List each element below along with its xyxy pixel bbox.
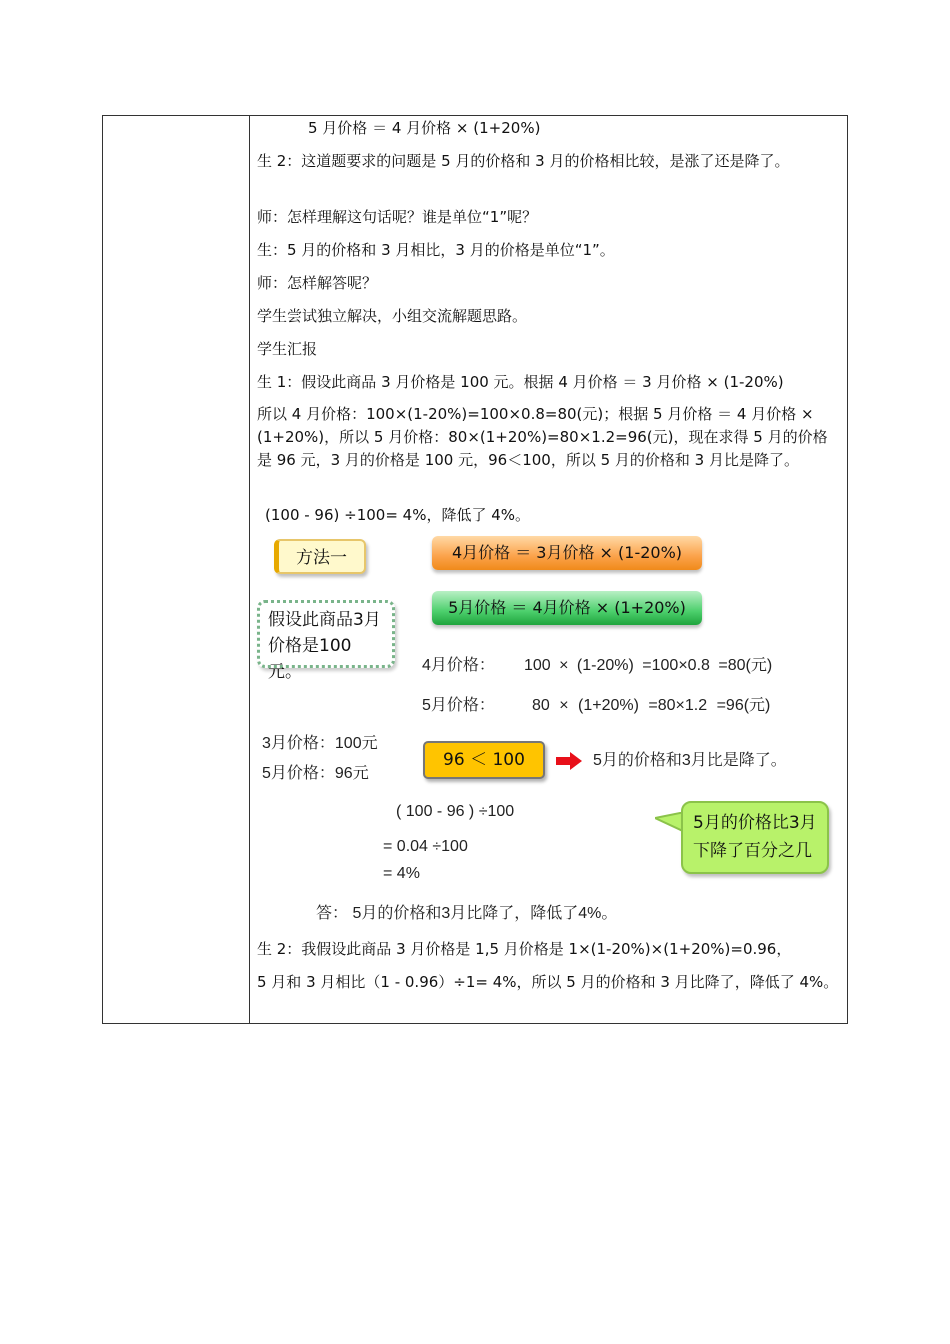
calc-may-expression: 80 × (1+20%) =80×1.2 =96(元) xyxy=(532,697,771,714)
paragraph-percent-result: (100 - 96) ÷100= 4%，降低了 4%。 xyxy=(265,506,531,524)
assumption-line-1: 假设此商品3月 xyxy=(268,610,381,630)
percent-step-2: = 0.04 ÷100 xyxy=(383,838,468,855)
percent-step-1: ( 100 - 96 ) ÷100 xyxy=(396,803,515,820)
paragraph-student1-calc: 所以 4 月价格：100×(1-20%)=100×0.8=80(元)；根据 5 月价格 ＝ 4 月价格 × (1+20%)，所以 5 月价格：80×(1+20%)=80×1.2=96(元)，现在求得 5 月的价格是 96 元，3 月的价格是 100 元，96＜100，所以 5 月的价格和 3 月比是降了。 xyxy=(257,405,828,469)
right-arrow-icon xyxy=(556,752,582,770)
bubble-line-1: 5月的价格比3月 xyxy=(693,813,817,833)
march-price: 3月价格：100元 xyxy=(262,735,378,752)
method-one-label: 方法一 xyxy=(274,539,366,574)
may-price: 5月价格：96元 xyxy=(262,765,369,782)
paragraph-teacher-how: 师：怎样解答呢？ xyxy=(257,274,378,292)
paragraph-student2-assume: 生 2：我假设此商品 3 月价格是 1,5 月价格是 1×(1-20%)×(1+20%)=0.96， xyxy=(257,940,792,958)
assumption-line-2: 价格是100元。 xyxy=(268,636,352,682)
calc-april-label: 4月价格： xyxy=(422,657,495,674)
formula-line-top: 5 月价格 ＝ 4 月价格 × (1+20%) xyxy=(308,119,541,137)
paragraph-student-unit: 生：5 月的价格和 3 月相比，3 月的价格是单位“1”。 xyxy=(257,241,615,259)
formula-may-bar: 5月价格 ＝ 4月价格 × (1+20%) xyxy=(432,591,702,625)
paragraph-teacher-unit: 师：怎样理解这句话呢？谁是单位“1”呢？ xyxy=(257,208,538,226)
question-bubble xyxy=(681,801,829,874)
paragraph-student1-assume: 生 1：假设此商品 3 月价格是 100 元。根据 4 月价格 ＝ 3 月价格 × (1-20%) xyxy=(257,373,784,391)
paragraph-student2-question: 生 2：这道题要求的问题是 5 月的价格和 3 月的价格相比较，是涨了还是降了。 xyxy=(257,152,790,170)
column-divider xyxy=(249,116,250,1023)
answer-line: 答： 5月的价格和3月比降了，降低了4%。 xyxy=(316,905,618,922)
paragraph-students-try: 学生尝试独立解决，小组交流解题思路。 xyxy=(257,307,528,325)
percent-step-3: = 4% xyxy=(383,865,420,882)
calc-april-expression: 100 × (1-20%) =100×0.8 =80(元) xyxy=(524,657,773,674)
assumption-box xyxy=(257,600,395,682)
conclusion-text: 5月的价格和3月比是降了。 xyxy=(593,752,787,769)
bubble-line-2: 下降了百分之几 xyxy=(693,841,812,861)
paragraph-student2-result: 5 月和 3 月相比（1 - 0.96）÷1= 4%，所以 5 月的价格和 3 月比降了，降低了 4%。 xyxy=(257,973,839,991)
calc-may-label: 5月价格： xyxy=(422,697,495,714)
paragraph-report: 学生汇报 xyxy=(257,340,318,358)
comparison-box: 96 ＜ 100 xyxy=(423,741,545,779)
formula-april-bar: 4月价格 ＝ 3月价格 × (1-20%) xyxy=(432,536,702,570)
